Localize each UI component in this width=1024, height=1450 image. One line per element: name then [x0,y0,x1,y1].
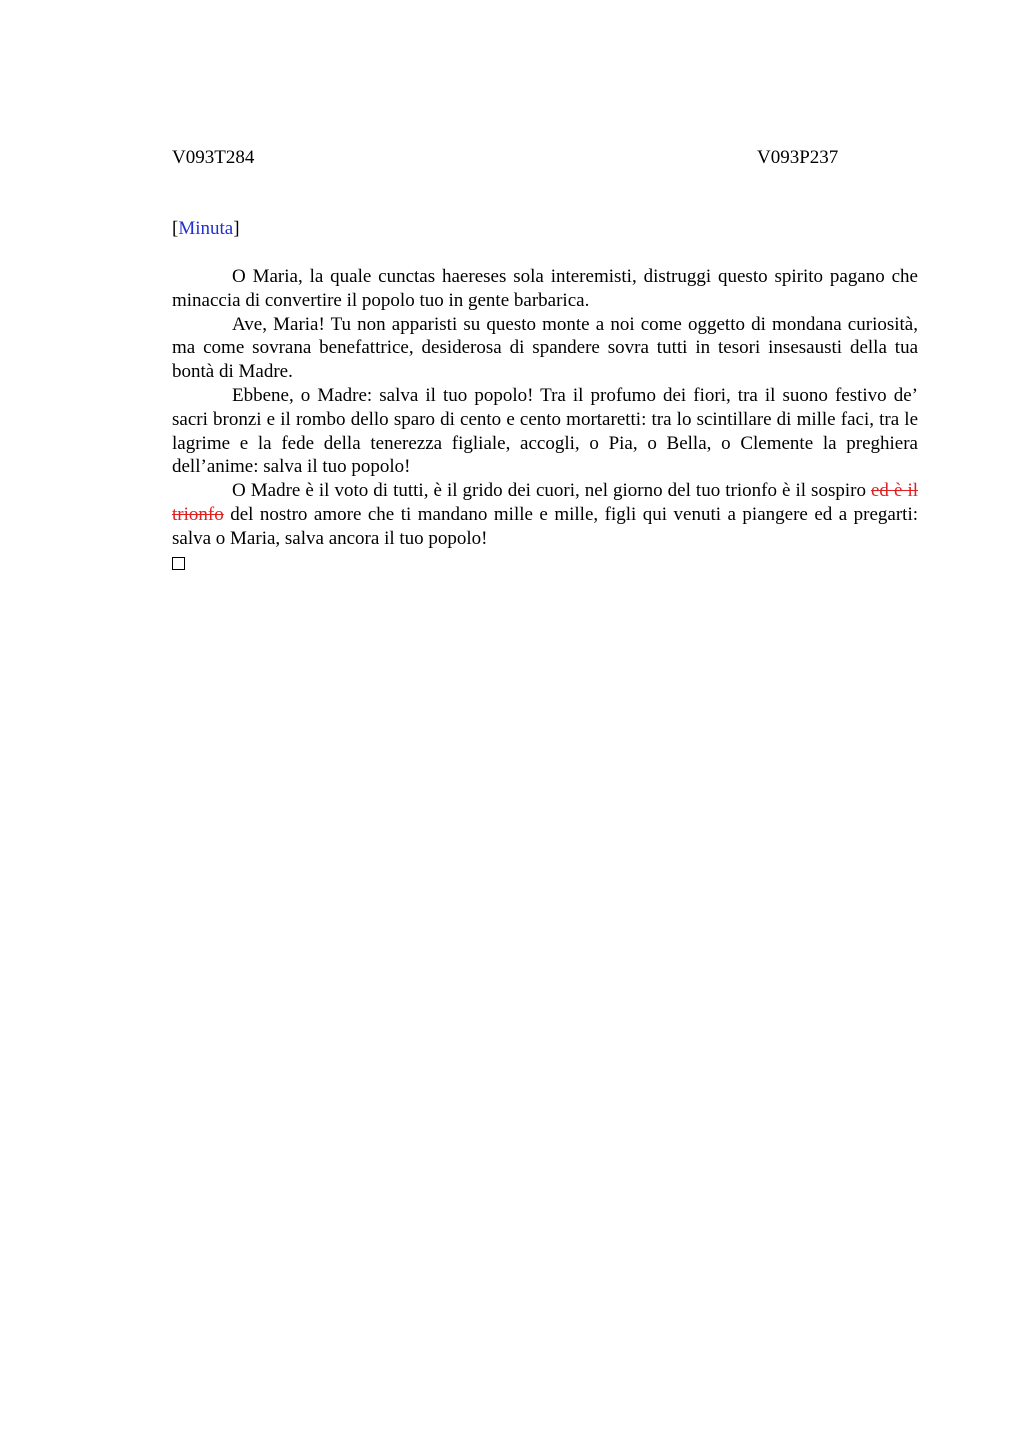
paragraph-4-before: O Madre è il voto di tutti, è il grido dei cuori, nel giorno del tuo trionfo è il sospiro [232,480,866,502]
close-bracket: ] [233,218,240,239]
section-label: Minuta [178,218,234,239]
deleted-text: ed è il trionfo [172,480,918,525]
open-bracket: [ [172,218,179,239]
document-body [172,265,918,570]
header-left-code: V093T284 [172,147,255,168]
paragraph-4-after: del nostro amore che ti mandano mille e mille, figli qui venuti a piangere ed a pregarti: salva o Maria, salva ancora il tuo popolo! [172,503,919,549]
paragraph-1: O Maria, la quale cunctas haereses sola interemisti, distruggi questo spirito pagano che minaccia di convertire il popolo tuo in gente barbarica. [172,266,918,311]
section-tag [172,216,240,242]
paragraph-2: Ave, Maria! Tu non apparisti su questo monte a noi come oggetto di mondana curiosità, ma come sovrana benefattrice, desiderosa di spandere sovra tutti in tesori insesausti della tua bontà di Madre. [172,313,918,383]
empty-square-icon [172,557,185,570]
paragraph-3: Ebbene, o Madre: salva il tuo popolo! Tra il profumo dei fiori, tra il suono festivo de’ sacri bronzi e il rombo dello sparo di cento e cento mortaretti: tra lo scintillare di mille faci, tra le lagrime e la fede della tenerezza figliale, accogli, o Pia, o Bella, o Clemente la preghiera dell’anime: salva il tuo popolo! [172,384,918,478]
paragraph-4 [172,479,918,550]
header-right-code: V093P237 [757,147,839,168]
